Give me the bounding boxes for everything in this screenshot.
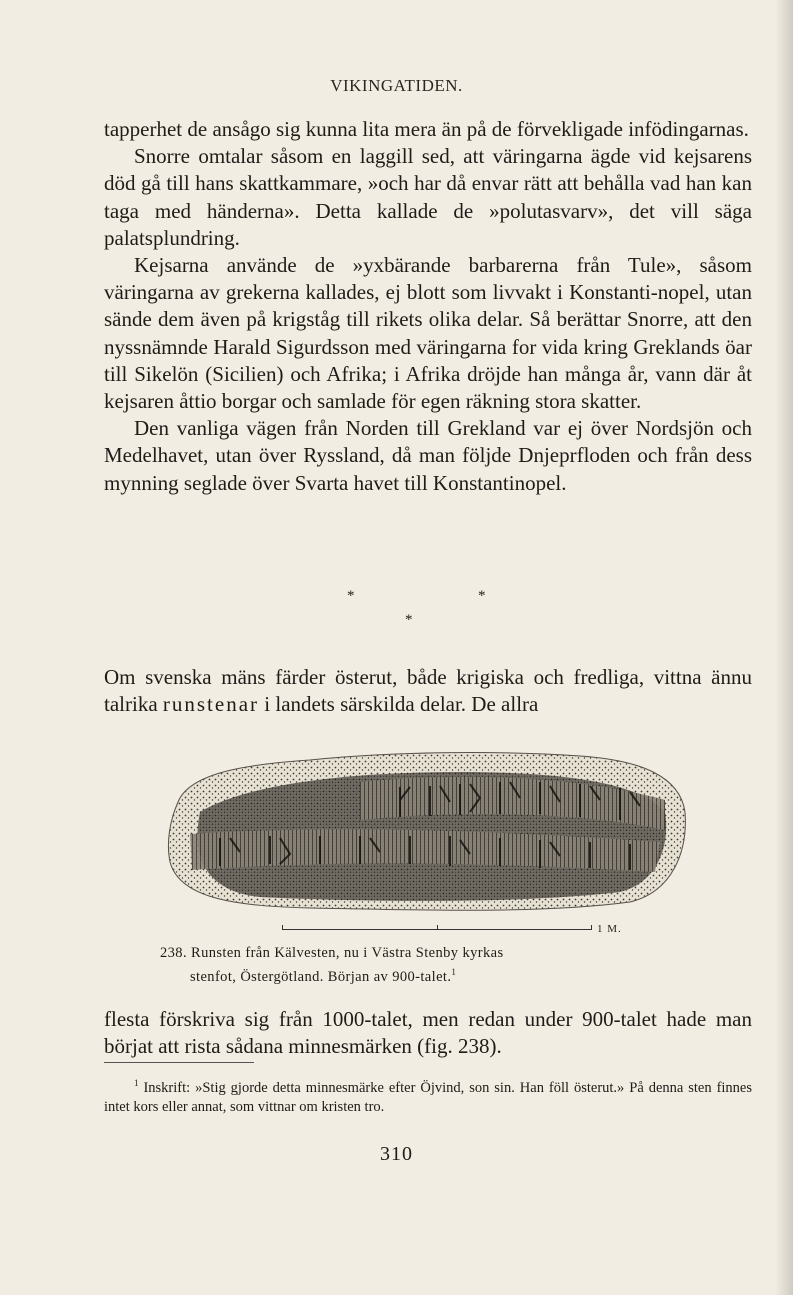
page-edge-shadow [775, 0, 793, 1295]
spaced-word: runstenar [162, 692, 260, 717]
paragraph: Kejsarna använde de »yxbärande barbarerna från Tule», såsom väringarna av grekerna kallades, ej blott som livvakt i Konstanti-nopel, utan sände dem även på krigståg till rikets olika delar. Så berättar Snorre, att den nyssnämnde Harald Sigurdsson med väringarna for vida kring Greklands öar till Sikelön (Sicilien) och Afrika; i Afrika dröjde han många år, vann där åt kejsaren åttio borgar och samlade för egen räkning stora skatter. [104, 253, 752, 414]
scale-label: 1 M. [597, 923, 622, 935]
asterism [0, 588, 793, 638]
asterism-star: * [478, 588, 486, 604]
body-text-continued [104, 1006, 752, 1060]
text-run: i landets särskilda delar. De allra [259, 692, 539, 717]
footnote-marker: 1 [134, 1078, 139, 1088]
scale-tick [437, 925, 438, 930]
text-run: Om svenska mäns färder österut, både krigiska och fredliga, vittna ännu talrika [104, 665, 752, 717]
running-head: VIKINGATIDEN. [330, 76, 463, 95]
caption-line [160, 944, 700, 963]
caption-line [160, 963, 700, 987]
caption-text: stenfot, Östergötland. Början av 900-talet. [190, 968, 452, 985]
runestone-figure [160, 742, 690, 917]
asterism-star: * [405, 612, 413, 628]
figure-caption [160, 944, 700, 987]
asterism-star: * [347, 588, 355, 604]
footnote-marker: 1 [451, 967, 457, 977]
paragraph [104, 664, 752, 718]
scale-bar [282, 923, 642, 939]
footnote-rule [104, 1062, 254, 1063]
scale-tick [282, 925, 283, 930]
paragraph: tapperhet de ansågo sig kunna lita mera än på de förvekligade infödingarnas. [104, 117, 749, 141]
section-paragraph [104, 664, 752, 718]
footnote-text [104, 1074, 752, 1117]
body-text [104, 116, 752, 497]
paragraph: Snorre omtalar såsom en laggill sed, att väringarna ägde vid kejsarens död gå till hans skattkammare, »och har då envar rätt att behålla vad han kan taga med händerna». Detta kallade de »polutasvarv», det vill säga palatsplundring. [104, 144, 752, 250]
footnote-body: Inskrift: »Stig gjorde detta minnesmärke efter Öjvind, son sin. Han föll österut.» På denna sten finnes intet kors eller annat, som vittnar om kristen tro. [104, 1079, 753, 1115]
paragraph: Den vanliga vägen från Norden till Grekland var ej över Nordsjön och Medelhavet, utan över Ryssland, då man följde Dnjeprfloden och från dess mynning seglade över Svarta havet till Konstantinopel. [104, 416, 752, 495]
paragraph: flesta förskriva sig från 1000-talet, men redan under 900-talet hade man börjat att rista sådana minnesmärken (fig. 238). [104, 1007, 752, 1059]
page-number: 310 [380, 1143, 413, 1165]
scale-tick [591, 925, 592, 930]
caption-text: 238. Runsten från Kälvesten, nu i Västra Stenby kyrkas [160, 945, 504, 961]
footnote [104, 1074, 752, 1117]
